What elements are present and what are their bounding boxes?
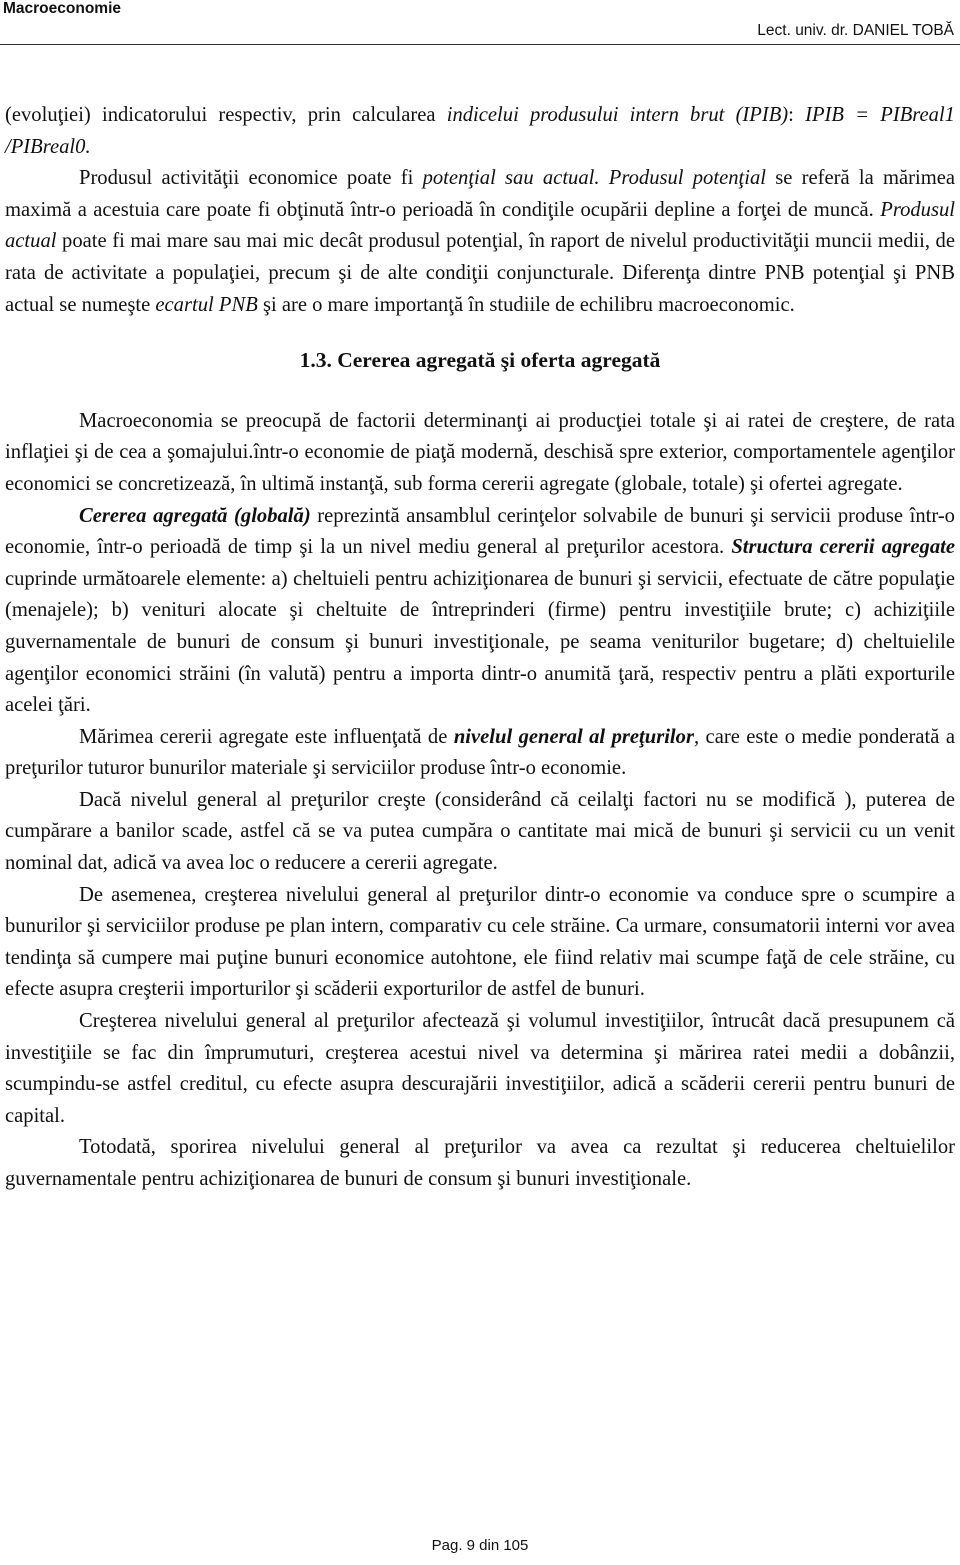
text-run: : — [788, 104, 806, 126]
paragraph-4 — [5, 501, 955, 722]
emphasis-term: Structura cererii agregate — [731, 536, 955, 559]
paragraph-5 — [5, 722, 955, 785]
emphasis-term: nivelul general al preţurilor — [453, 725, 694, 748]
paragraph-2 — [5, 163, 955, 321]
text-run: Mărimea cererii agregate este influenţată de — [79, 725, 454, 748]
text-run: poate fi mai mare sau mai mic decât produsul potenţial, în raport de nivelul productivităţii muncii medii, de rata de activitate a populaţiei, precum şi de alte condiţii conjuncturale. Diferenţa dintre PNB potenţial şi PNB actual se numeşte — [5, 230, 955, 316]
text-run: cuprinde următoarele elemente: a) cheltuieli pentru achiziţionarea de bunuri şi servicii, efectuate de către populaţie (menajele); b) venituri alocate şi cheltuite de întreprinderi (firme) pentru investiţiile brute; c) achiziţiile guvernamentale de bunuri de consum şi bunuri investiţionale, pe seama veniturilor bugetare; d) cheltuielile agenţilor economici străini (în valută) pentru a importa dintr-o anumită ţară, respectiv pentru a plăti exporturile acelei ţări. — [5, 567, 955, 717]
emphasis-term: Produsul actual — [5, 198, 955, 253]
header-divider — [0, 44, 960, 45]
text-run: şi are o mare importanţă în studiile de echilibru macroeconomic. — [257, 293, 795, 316]
emphasis-term: potenţial sau actual. — [422, 167, 600, 190]
emphasis-term: Cererea agregată (globală) — [79, 504, 311, 527]
text-run: Produsul activităţii economice poate fi — [79, 167, 423, 190]
page-body — [5, 100, 955, 1196]
paragraph-7: De asemenea, creşterea nivelului general al preţurilor dintr-o economie va conduce spre o scumpire a bunurilor şi serviciilor produse pe plan intern, comparativ cu cele străine. Ca urmare, consumatorii interni vor avea tendinţa să cumpere mai puţine bunuri economice autohtone, ele fiind relativ mai scumpe faţă de cele străine, cu efecte asupra creşterii importurilor şi scăderii exporturilor de astfel de bunuri. — [5, 883, 955, 1001]
formula: IPIB = PIBreal1 /PIBreal0. — [5, 104, 955, 158]
section-heading: 1.3. Cererea agregată şi oferta agregată — [299, 348, 661, 373]
text-run: reprezintă ansamblul cerinţelor solvabile de bunuri şi servicii produse într-o economie, într-o perioadă de timp şi la un nivel mediu general al preţurilor acestora. — [5, 504, 955, 559]
paragraph-3: Macroeconomia se preocupă de factorii determinanţi ai producţiei totale şi ai ratei de creştere, de rata inflaţiei şi de cea a şomajului.într-o economie de piaţă modernă, deschisă spre exterior, comportamentele agenţilor economici se concretizează, în ultimă instanţă, sub forma cererii agregate (globale, totale) şi ofertei agregate. — [5, 409, 955, 495]
emphasis-term: Produsul potenţial — [608, 167, 766, 190]
text-run — [600, 167, 609, 189]
emphasis-term: ecartul PNB — [155, 293, 258, 316]
paragraph-8: Creşterea nivelului general al preţurilor afectează şi volumul investiţiilor, întrucât dacă presupunem că investiţiile se fac din împrumuturi, creşterea acestui nivel va determina şi mărirea ratei medii a dobânzii, scumpindu-se astfel creditul, cu efecte asupra descurajării investiţiilor, adică a scăderii cererii pentru bunuri de capital. — [5, 1010, 955, 1127]
paragraph-1 — [5, 100, 955, 163]
paragraph-6: Dacă nivelul general al preţurilor creşte (considerând că ceilalţi factori nu se modifică ), puterea de cumpărare a banilor scade, astfel că se va putea cumpăra o cantitate mai mică de bunuri şi servicii cu un venit nominal dat, adică va avea loc o reducere a cererii agregate. — [5, 788, 955, 875]
text-run: , care este o medie ponderată a preţurilor tuturor bunurilor materiale şi serviciilor produse într-o economie. — [5, 725, 955, 780]
emphasis-term: indicelui produsului intern brut (IPIB) — [446, 104, 789, 126]
header-title: Macroeconomie — [3, 0, 122, 17]
text-run: (evoluţiei) indicatorului respectiv, prin calcularea — [5, 104, 447, 126]
paragraph-9: Totodată, sporirea nivelului general al preţurilor va avea ca rezultat şi reducerea cheltuielilor guvernamentale pentru achiziţionarea de bunuri de consum şi bunuri investiţionale. — [5, 1136, 955, 1190]
text-run: se referă la mărimea maximă a acestuia care poate fi obţinută într-o perioadă în condiţile ocupării depline a forţei de muncă. — [5, 167, 955, 221]
page-number: Pag. 9 din 105 — [431, 1537, 529, 1554]
header-author: Lect. univ. dr. DANIEL TOBĂ — [757, 22, 954, 39]
